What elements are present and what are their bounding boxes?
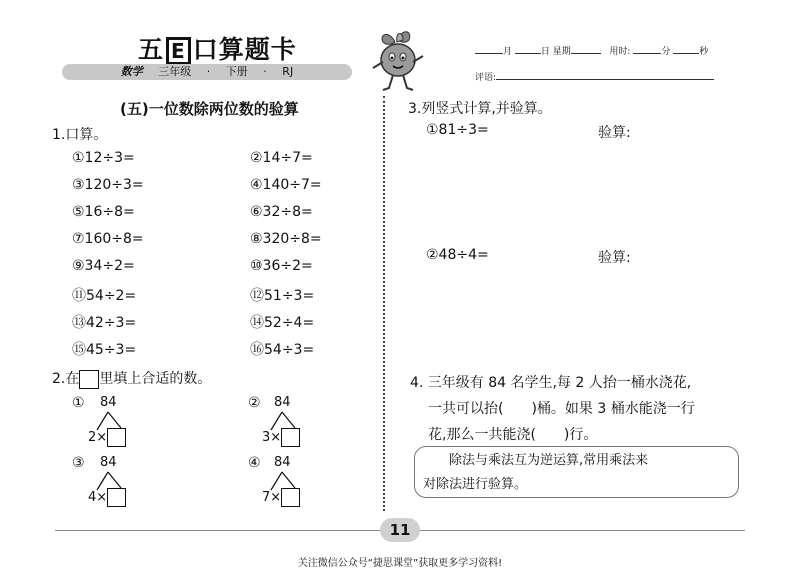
minute-label: 分	[661, 47, 671, 57]
grade: 三年级	[158, 65, 192, 78]
q3-problem: ①81÷3=	[426, 122, 489, 138]
q3-check-label: 验算:	[598, 250, 631, 266]
q1-item: ②14÷7=	[250, 150, 313, 166]
second-label: 秒	[699, 47, 709, 57]
time-label: 用时:	[609, 47, 631, 57]
q2-item-top: 84	[274, 455, 291, 470]
q2-label-post: 里填上合适的数。	[99, 371, 212, 387]
term: 下册	[225, 65, 248, 78]
q1-item: ①12÷3=	[72, 150, 135, 166]
q2-item-number: ②	[248, 395, 261, 411]
title-part: 五	[138, 35, 165, 64]
q2-item-number: ④	[248, 455, 261, 471]
q1-item: ④140÷7=	[250, 177, 322, 193]
q4-line: 一共可以抬( )桶。如果 3 桶水能浇一行	[428, 401, 695, 417]
title-e-logo: E	[166, 37, 191, 65]
edition: RJ	[282, 65, 294, 78]
q1-item: ⑨34÷2=	[72, 258, 135, 274]
q2-item-multiplier: 4×	[88, 490, 108, 505]
q4-line: 4. 三年级有 84 名学生,每 2 人抬一桶水浇花,	[410, 375, 692, 391]
q1-item: ⑪54÷2=	[72, 288, 137, 304]
week-label: 星期	[552, 47, 571, 57]
q2-item-top: 84	[100, 395, 117, 410]
footer-note: 关注微信公众号“捷思课堂”获取更多学习资料!	[297, 558, 503, 569]
q2-item-top: 84	[274, 395, 291, 410]
q1-item: ⑦160÷8=	[72, 231, 144, 247]
q2-item-multiplier: 2×	[88, 430, 108, 445]
comment-label: 评语:	[475, 73, 497, 83]
title-part: 口算题卡	[192, 35, 297, 64]
tip-line: 除法与乘法互为逆运算,常用乘法来	[449, 453, 649, 468]
q4-line: 花,那么一共能浇( )行。	[428, 427, 598, 443]
page-number: 11	[380, 518, 420, 542]
q4-word-problem	[410, 370, 790, 448]
q2-item-multiplier: 7×	[262, 490, 282, 505]
month-label: 月	[503, 47, 513, 57]
q2-item-multiplier: 3×	[262, 430, 282, 445]
q1-item: ⑩36÷2=	[250, 258, 313, 274]
section-title: (五)一位数除两位数的验算	[120, 100, 299, 118]
q1-item: ⑭52÷4=	[250, 315, 315, 331]
q3-label: 3.列竖式计算,并验算。	[408, 101, 552, 117]
q2-item-number: ③	[72, 455, 85, 471]
q1-label: 1.口算。	[52, 127, 108, 143]
q1-item: ⑮45÷3=	[72, 342, 137, 358]
q2-item-top: 84	[100, 455, 117, 470]
subject: 数学	[120, 65, 143, 78]
q2-item-number: ①	[72, 395, 85, 411]
q1-item: ⑬42÷3=	[72, 315, 137, 331]
q1-item: ⑧320÷8=	[250, 231, 322, 247]
q3-check-label: 验算:	[598, 125, 631, 141]
tip-line: 对除法进行验算。	[423, 477, 528, 492]
day-label: 日	[540, 47, 550, 57]
q3-problem: ②48÷4=	[426, 247, 489, 263]
q1-item: ⑫51÷3=	[250, 288, 315, 304]
q1-item: ③120÷3=	[72, 177, 144, 193]
q1-item: ⑯54÷3=	[250, 342, 315, 358]
tip-box	[414, 446, 739, 498]
separator-dot: ·	[263, 65, 267, 78]
q1-item: ⑤16÷8=	[72, 204, 135, 220]
separator-dot: ·	[206, 65, 211, 78]
q1-item: ⑥32÷8=	[250, 204, 313, 220]
q2-label-pre: 2.在	[52, 371, 80, 387]
